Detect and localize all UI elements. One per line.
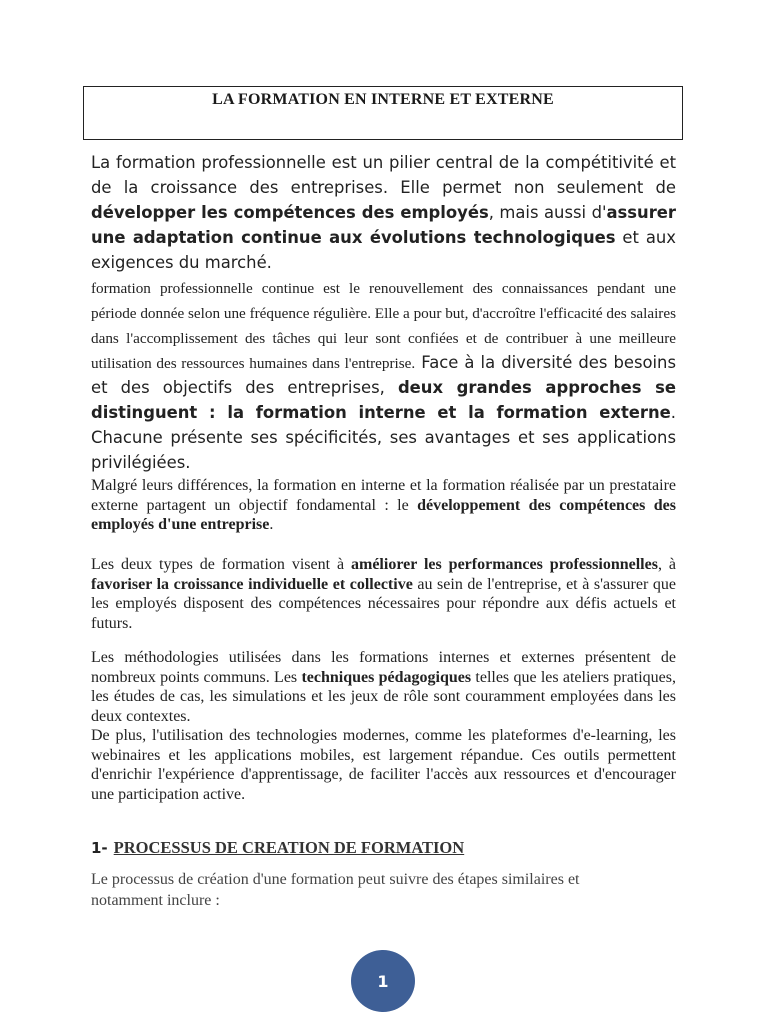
section-number: 1- (91, 839, 108, 857)
p4-bold-1: techniques pédagogiques (301, 668, 472, 686)
intro-text-6: . Chacune présente ses spécificités, ses avantages et ses applications privilégiées. (91, 403, 676, 472)
paragraph-types (91, 555, 676, 633)
intro-bold-1: développer les compétences des employés (91, 203, 489, 222)
intro-text-1: La formation professionnelle est un pilier central de la compétitivité et de la croissance des entreprises. Elle permet non seulement de (91, 153, 676, 197)
p3-bold-1: améliorer les performances professionnelles (351, 556, 658, 573)
intro-bold-3: deux grandes approches se distinguent : la formation interne et la formation externe (91, 378, 677, 422)
paragraph-processus: Le processus de création d'une formation peut suivre des étapes similaires et notamment inclure : (91, 871, 580, 909)
paragraph-objectif (91, 476, 676, 535)
p4-text-1: Les méthodologies utilisées dans les formations internes et externes présentent de nombreux points communs. Les (91, 649, 676, 686)
p2-text-2: . (269, 516, 274, 533)
page-number-badge: 1 (351, 950, 415, 1012)
intro-paragraph (91, 150, 676, 475)
intro-text-5: Face à la diversité des besoins et des objectifs des entreprises, (91, 353, 676, 397)
p2-bold-1: développement des compétences des employés d'une entreprise (91, 496, 676, 533)
intro-text-3: et aux exigences du marché. (91, 228, 676, 272)
paragraph-methodologies (91, 648, 676, 804)
title-box (83, 86, 683, 140)
section-heading (91, 838, 676, 858)
p3-text-1: Les deux types de formation visent à (91, 556, 351, 573)
intro-bold-2: assurer une adaptation continue aux évolutions technologiques (91, 203, 677, 247)
intro-text-4: formation professionnelle continue est le renouvellement des connaissances pendant une période donnée selon une fréquence régulière. Elle a pour but, d'accroître l'efficacité des salaires dans l'accomplissement des tâches qui leur sont confiées et de contribuer à une meilleure utilisation des ressources humaines dans l'entreprise. (91, 280, 676, 372)
intro-text-2: , mais aussi d' (488, 203, 607, 222)
p3-text-2: , à (657, 556, 676, 573)
p2-text-1: Malgré leurs différences, la formation en interne et la formation réalisée par un prestataire externe partagent un objectif fondamental : le (91, 477, 676, 514)
section-title: PROCESSUS DE CREATION DE FORMATION (113, 838, 465, 857)
p4-text-2: telles que les ateliers pratiques, les études de cas, les simulations et les jeux de rôle sont couramment employées dans les deux contextes. (91, 668, 677, 725)
document-title: LA FORMATION EN INTERNE ET EXTERNE (212, 91, 554, 108)
p3-text-3: au sein de l'entreprise, et à s'assurer que les employés disposent des compétences nécessaires pour répondre aux défis actuels et futurs. (91, 575, 676, 632)
p4-text-3: De plus, l'utilisation des technologies modernes, comme les plateformes d'e-learning, les webinaires et les applications mobiles, est largement répandue. Ces outils permettent d'enrichir l'expérience d'apprentissage, de faciliter l'accès aux ressources et d'encourager une participation active. (91, 727, 676, 803)
p3-bold-2: favoriser la croissance individuelle et collective (91, 575, 413, 593)
